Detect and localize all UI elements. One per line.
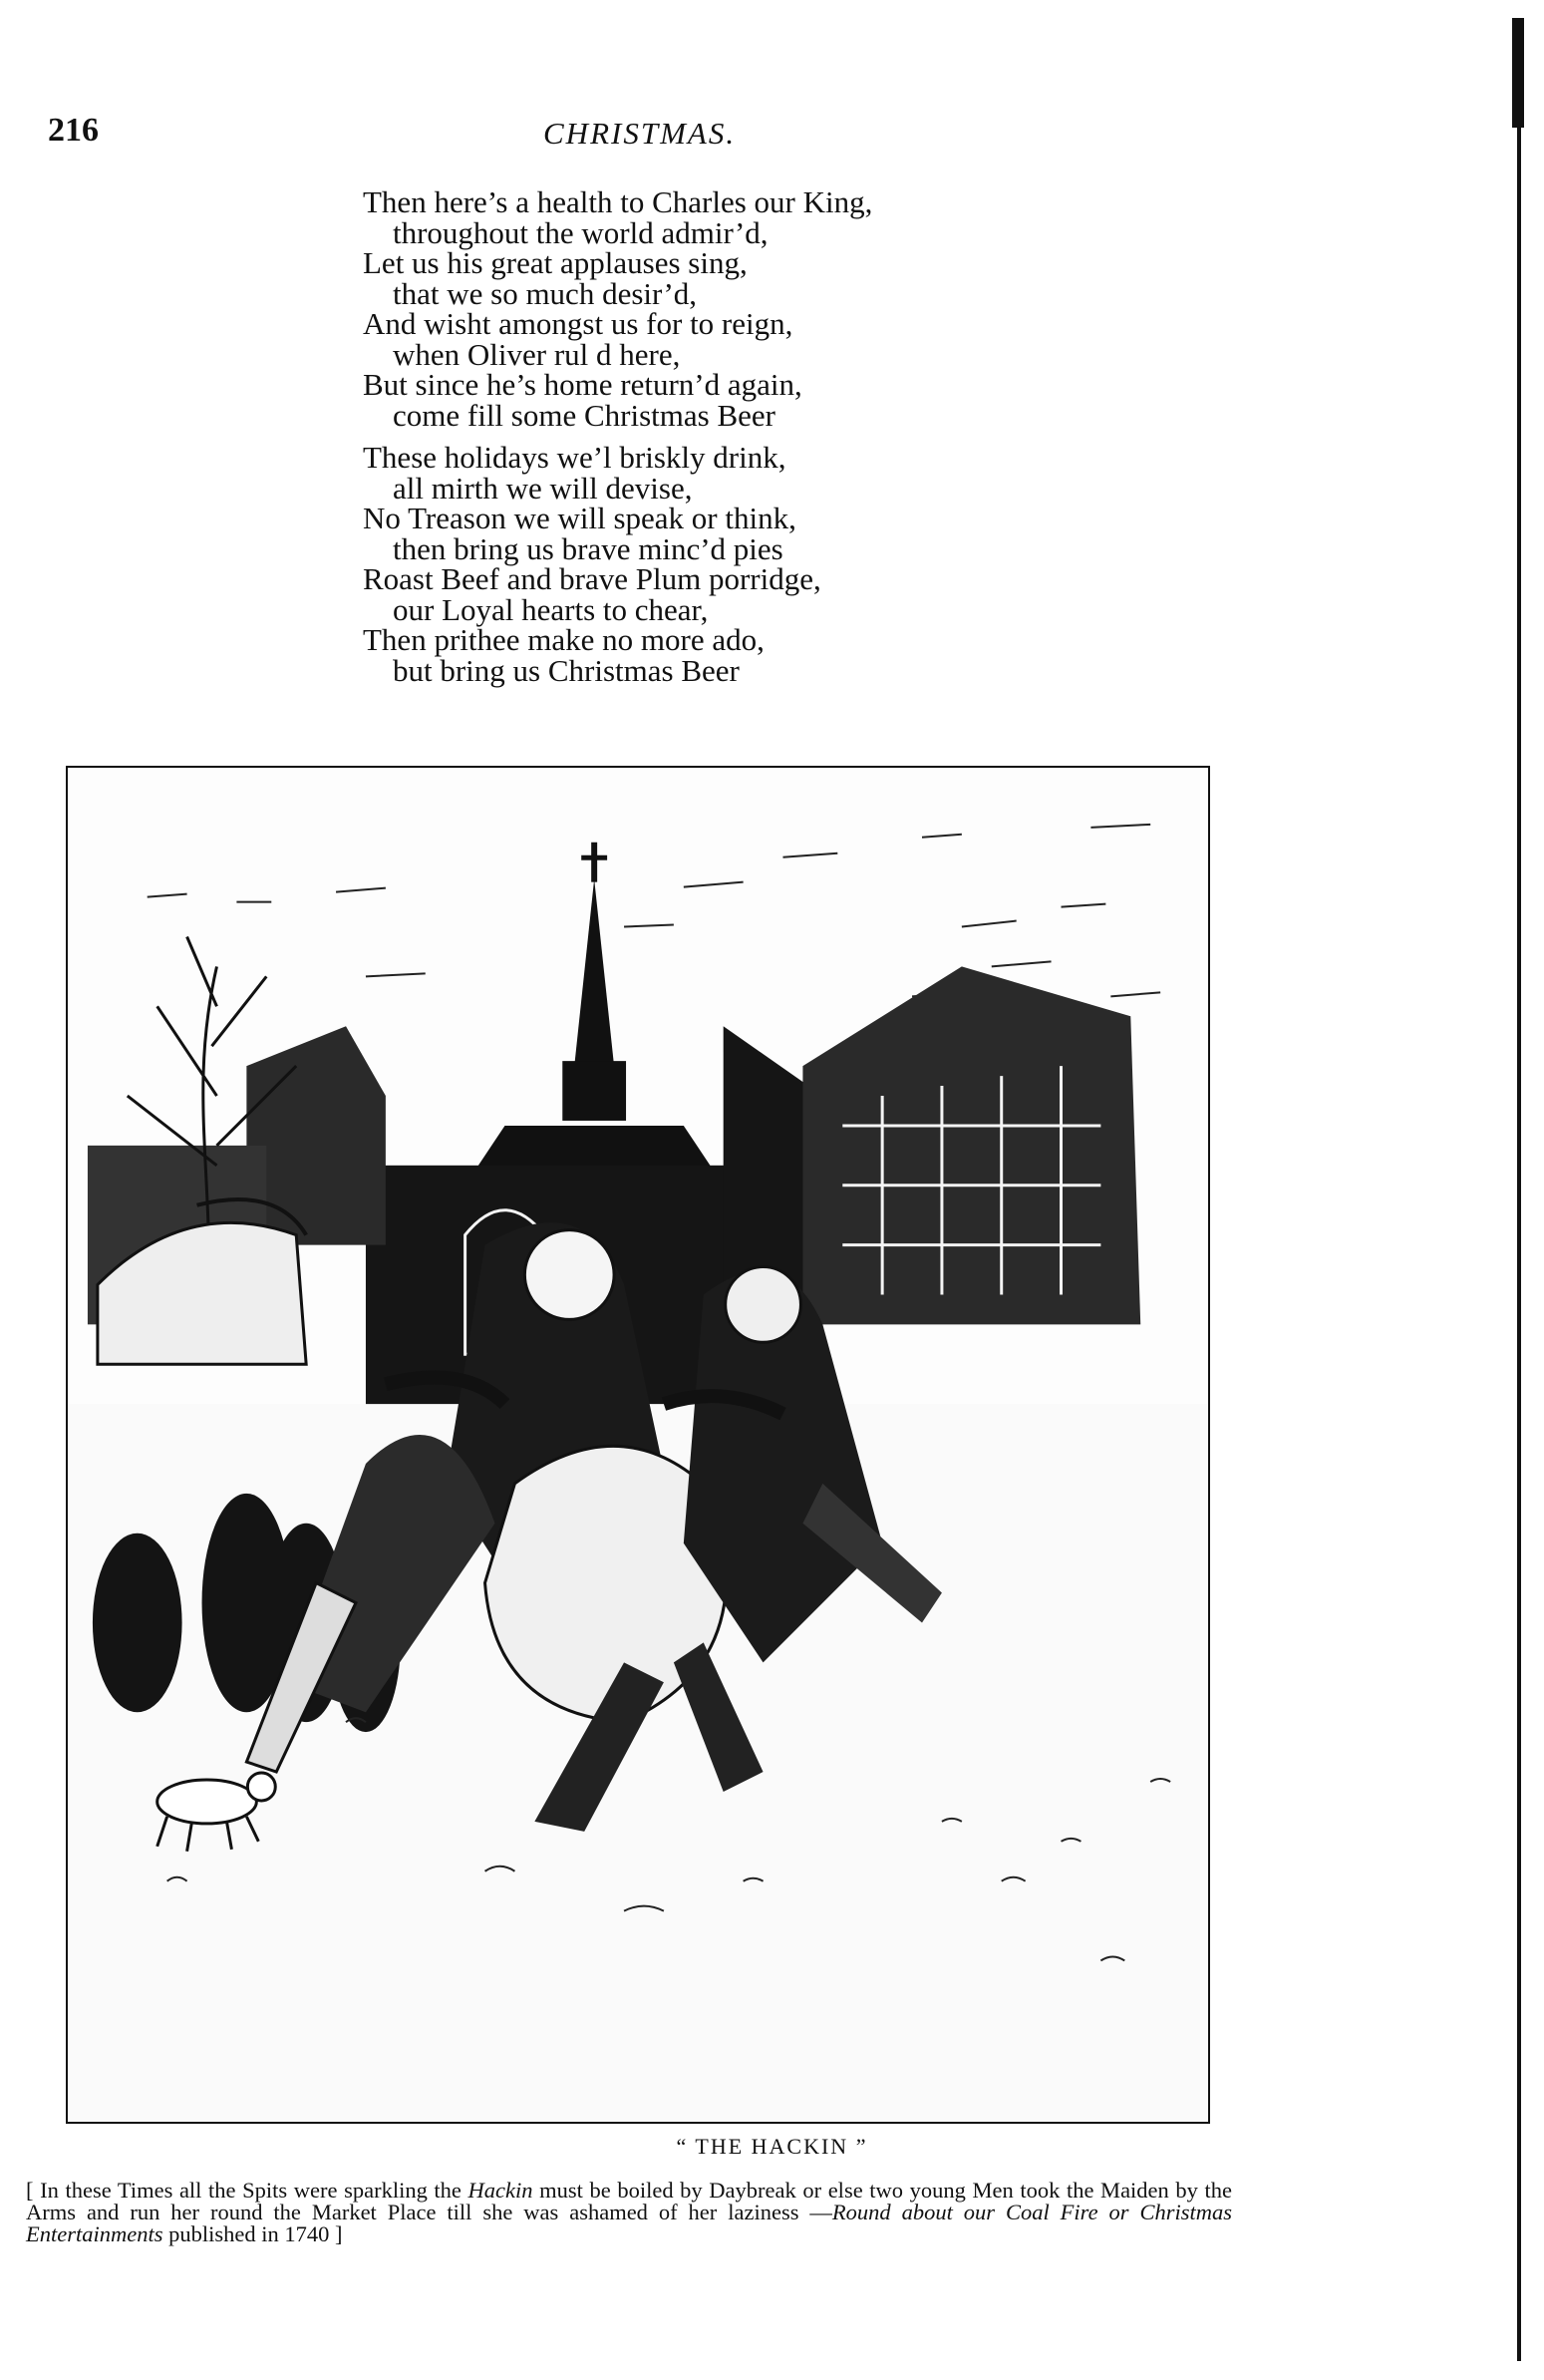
poem <box>363 184 981 698</box>
poem-line: but bring us Christmas Beer <box>393 652 740 688</box>
illustration-caption <box>26 2180 1232 2245</box>
running-title: CHRISTMAS. <box>543 116 737 151</box>
illustration-title: “ THE HACKIN ” <box>676 2134 868 2159</box>
caption-text: must be boiled by Daybreak or else two young Men took the Maiden by the Arms and run her round the Market Place till she was ashamed of her laziness — <box>26 2178 1232 2224</box>
poem-line: These holidays we’l briskly drink, <box>363 440 786 475</box>
poem-line: Roast Beef and brave Plum porridge, <box>363 561 821 596</box>
engraving-drawing <box>68 768 1208 2122</box>
poem-line: all mirth we will devise, <box>393 470 693 506</box>
poem-line: come fill some Christmas Beer <box>393 397 775 433</box>
caption-source-title: Round about our Coal Fire or Christmas Entertainments <box>26 2200 1232 2246</box>
caption-italic-text: Hackin <box>467 2178 533 2203</box>
poem-line: throughout the world admir’d, <box>393 214 769 250</box>
caption-text: published in 1740 ] <box>162 2221 343 2246</box>
poem-line: when Oliver rul d here, <box>393 336 681 372</box>
poem-line: Then here’s a health to Charles our King, <box>363 184 873 219</box>
poem-line: But since he’s home return’d again, <box>363 367 802 402</box>
poem-line: then bring us brave minc’d pies <box>393 530 783 566</box>
church-spire <box>465 843 724 1186</box>
poem-line: Then prithee make no more ado, <box>363 622 765 657</box>
poem-line: that we so much desir’d, <box>393 275 698 311</box>
sky-streaks <box>148 825 1160 996</box>
caption-text: [ In these Times all the Spits were sparkling the <box>26 2178 468 2203</box>
poem-line: And wisht amongst us for to reign, <box>363 306 793 341</box>
page-number: 216 <box>48 112 99 149</box>
poem-line: our Loyal hearts to chear, <box>393 591 709 627</box>
poem-line: Let us his great applauses sing, <box>363 245 748 280</box>
stanza-1 <box>363 184 981 433</box>
stanza-2 <box>363 440 981 688</box>
page-edge-rule <box>1517 18 1521 2361</box>
poem-line: No Treason we will speak or think, <box>363 501 796 535</box>
hackin-engraving <box>66 766 1210 2124</box>
